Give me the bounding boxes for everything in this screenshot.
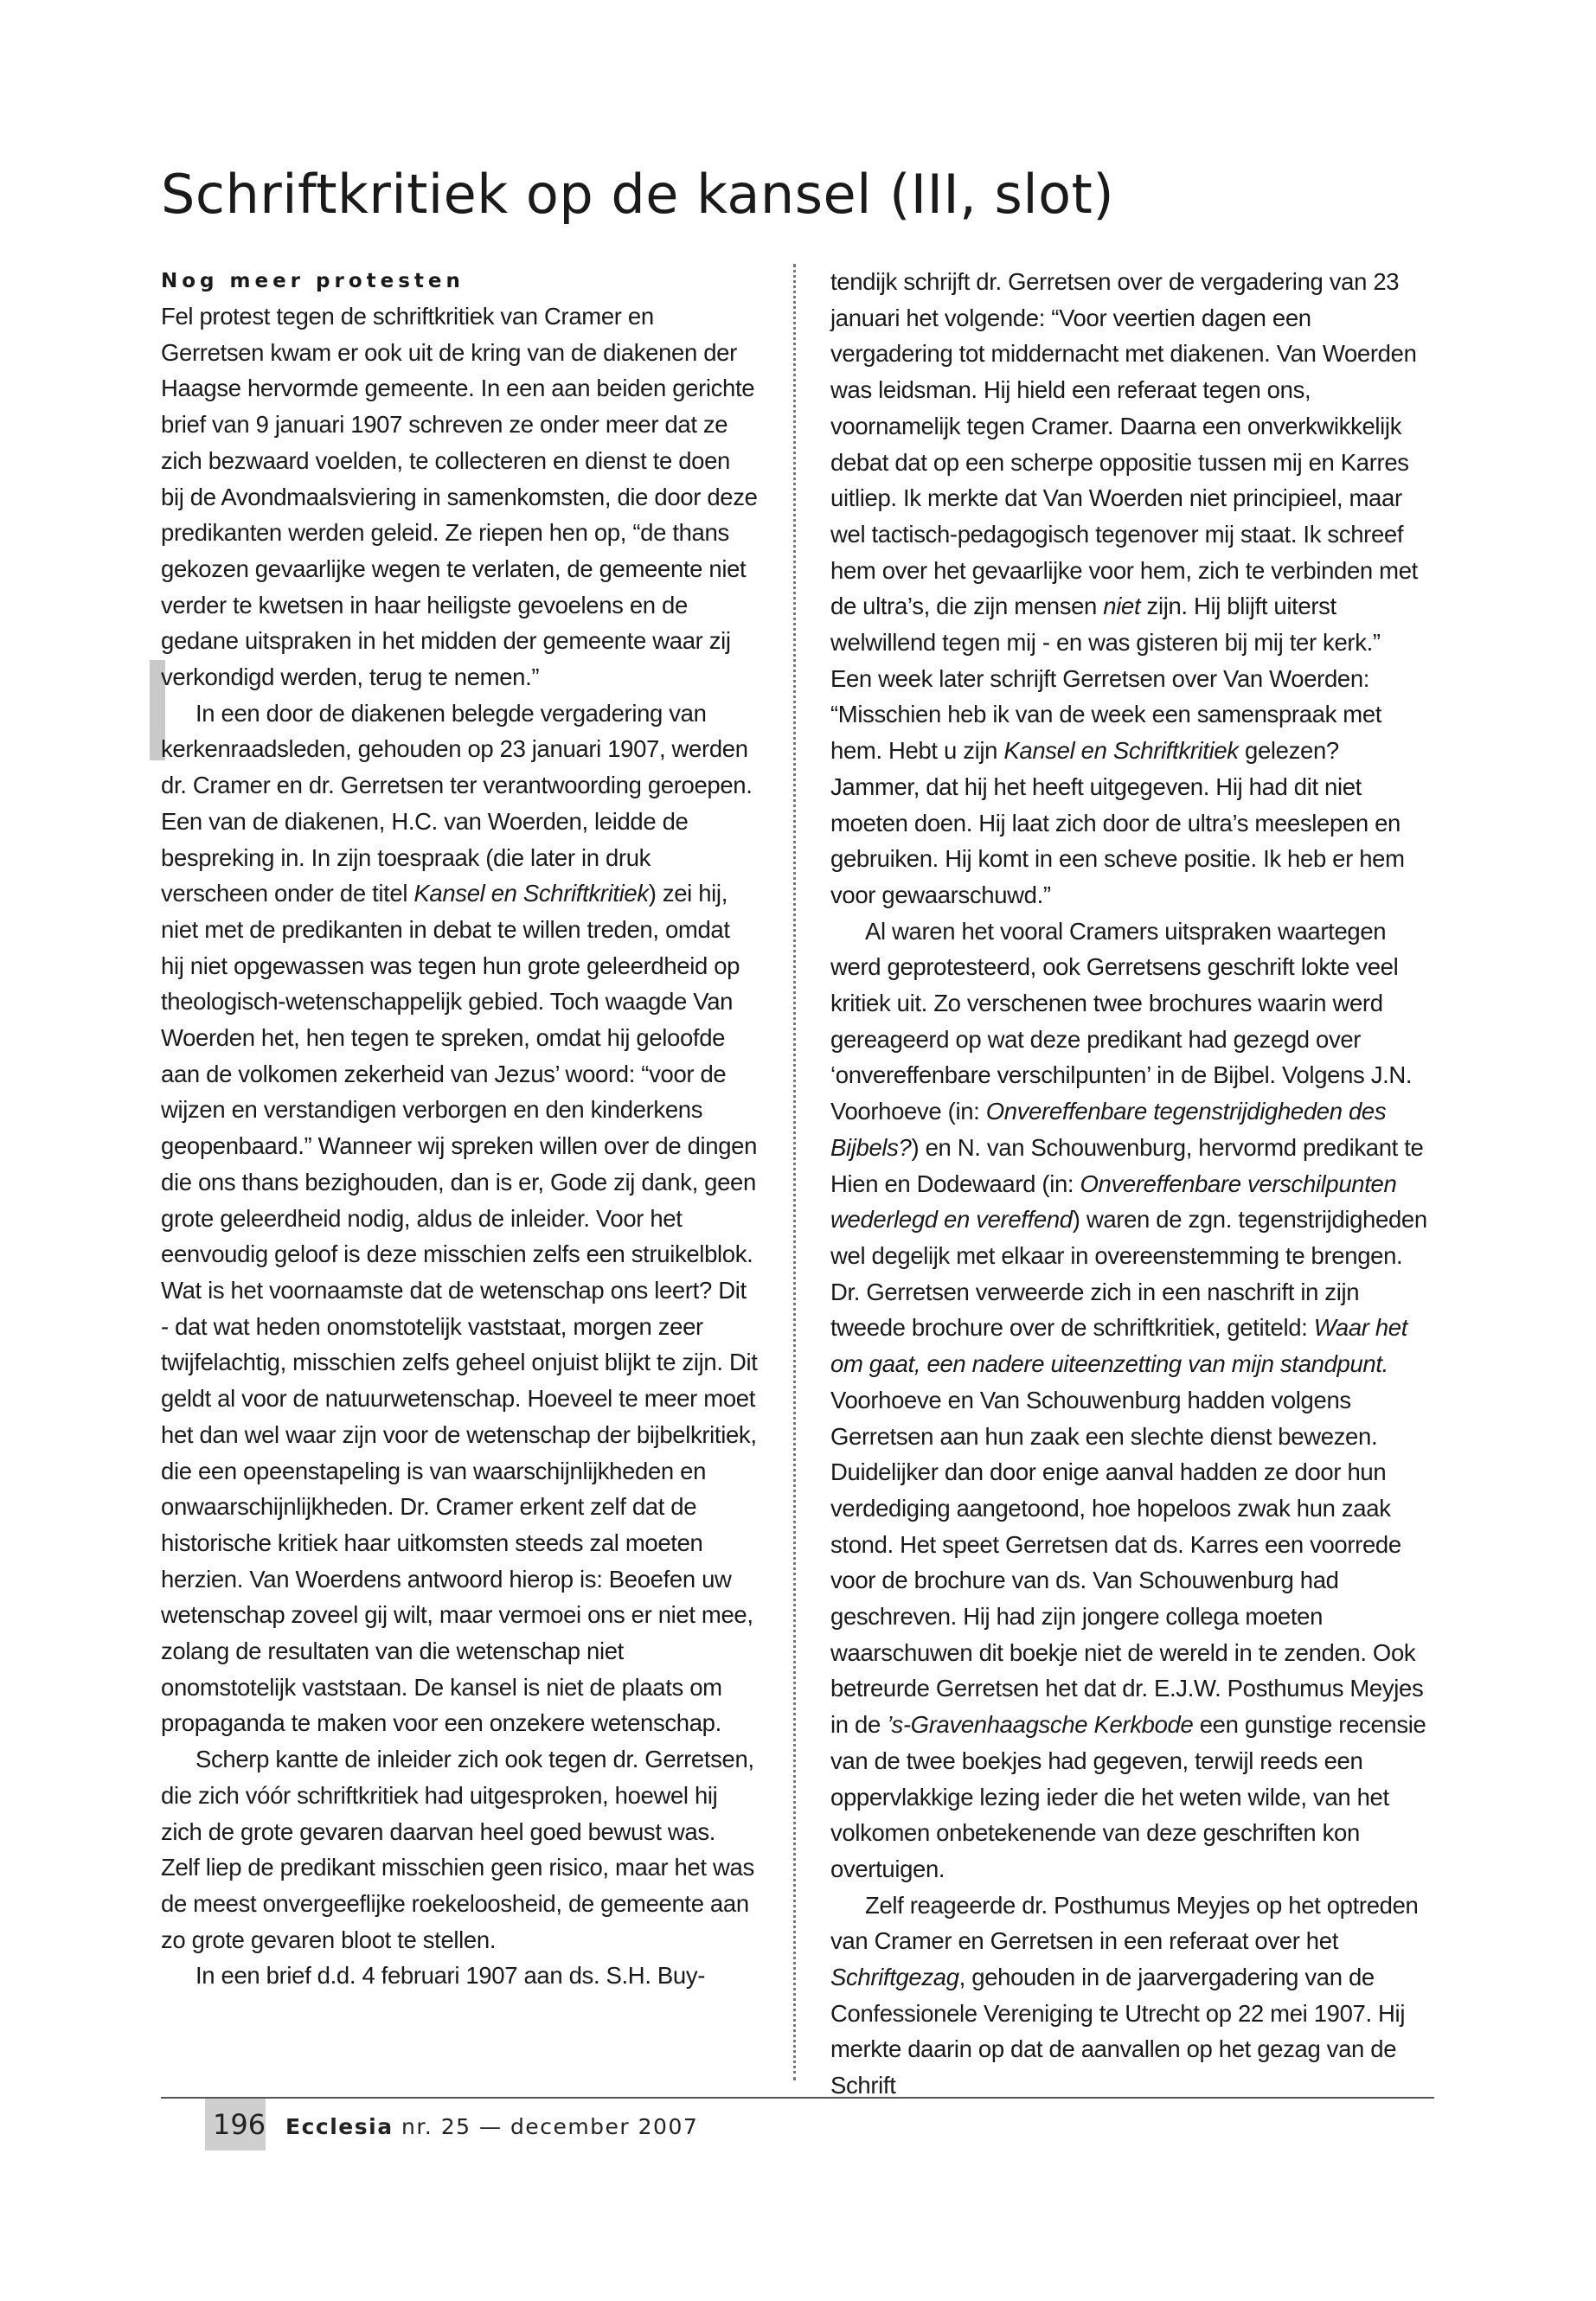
text-run: zijn. Hij blijft uiterst welwillend tegen mij - en was gisteren bij mij ter kerk.” Een week later schrijft Gerretsen over Van Woerden: “Misschien heb ik van de week een samenspraak met hem. Hebt u zijn — [830, 593, 1382, 765]
paragraph — [161, 695, 758, 1741]
left-column — [161, 264, 758, 1994]
paragraph: Scherp kantte de inleider zich ook tegen dr. Gerretsen, die zich vóór schriftkritiek had uitgesproken, hoewel hij zich de grote gevaren daarvan heel goed bewust was. Zelf liep de predikant misschien geen risico, maar het was de meest onvergeeflijke roekeloosheid, de gemeente aan zo grote gevaren bloot te stellen. — [161, 1746, 754, 1953]
text-run: Voorhoeve en Van Schouwenburg hadden volgens Gerretsen aan hun zaak een slechte dienst bewezen. Duidelijker dan door enige aanval hadden ze door hun verdediging aangetoond, hoe hopeloos zwak hun zaak stond. Het speet Gerretsen dat ds. Karres een voorrede voor de brochure van ds. Van Schouwenburg had geschreven. Hij had zijn jongere collega moeten waarschuwen dit boekje niet de wereld in te zenden. Ook betreurde Gerretsen het dat dr. E.J.W. Posthumus Meyjes in de — [830, 1386, 1424, 1739]
footer-rule — [161, 2097, 1434, 2099]
text-run: In een door de diakenen belegde vergadering van kerkenraadsleden, gehouden op 23 januari 1907, werden dr. Cramer en dr. Gerretsen ter verantwoording geroepen. Een van de diakenen, H.C. van Woerden, leidde de bespreking in. In zijn toespraak (die later in druk verscheen onder de titel — [161, 699, 753, 907]
journal-name: Ecclesia — [285, 2114, 394, 2139]
right-column — [830, 264, 1427, 2104]
text-run: tendijk schrijft dr. Gerretsen over de vergadering van 23 januari het volgende: “Voor veertien dagen een vergadering tot middernacht met diakenen. Van Woerden was leidsman. Hij hield een referaat tegen ons, voornamelijk tegen Cramer. Daarna een onverkwikkelijk debat dat op een scherpe oppositie tussen mij en Karres uitliep. Ik merkte dat Van Woerden niet principieel, maar wel tactisch-pedagogisch tegenover mij staat. Ik schreef hem over het gevaarlijke voor hem, zich te verbinden met de ultra’s, die zijn mensen — [830, 268, 1418, 620]
journal-issue: nr. 25 — december 2007 — [401, 2114, 699, 2139]
journal-line — [285, 2113, 698, 2141]
text-run: , gehouden in de jaarvergadering van de Confessionele Vereniging te Utrecht op 22 mei 1907. Hij merkte daarin op dat de aanvallen op het gezag van de Schrift — [830, 1964, 1406, 2099]
section-heading: Nog meer protesten — [161, 270, 465, 292]
column-divider — [793, 264, 796, 2080]
text-run: gelezen? Jammer, dat hij het heeft uitgegeven. Hij had dit niet moeten doen. Hij laat zich door de ultra’s meeslepen en gebruiken. Hij komt in een scheve positie. Ik heb er hem voor gewaarschuwd.” — [830, 737, 1405, 908]
page-number: 196 — [213, 2108, 266, 2141]
book-title: Kansel en Schriftkritiek — [1003, 737, 1239, 765]
page-title: Schriftkritiek op de kansel (III, slot) — [161, 163, 1115, 226]
book-title: Onvereffenbare verschilpunten wederlegd en vereffend — [830, 1170, 1397, 1234]
paragraph: In een brief d.d. 4 februari 1907 aan ds. S.H. Buy- — [195, 1962, 706, 1990]
emphasis: niet — [1103, 593, 1141, 620]
paragraph — [830, 913, 1427, 1888]
book-title: Waar het om gaat, een nadere uiteenzetting van mijn standpunt. — [830, 1314, 1408, 1378]
paragraph — [830, 1888, 1427, 2104]
paragraph: Fel protest tegen de schriftkritiek van Cramer en Gerretsen kwam er ook uit de kring van de diakenen der Haagse hervormde gemeente. In een aan beiden gerichte brief van 9 januari 1907 schreven ze onder meer dat ze zich bezwaard voelden, te collecteren en dienst te doen bij de Avondmaalsviering in samenkomsten, die door deze predikanten werden geleid. Ze riepen hen op, “de thans gekozen gevaarlijke wegen te verlaten, de gemeente niet verder te kwetsen in haar heiligste gevoelens en de gedane uitspraken in het midden der gemeente waar zij verkondigd werden, terug te nemen.” — [161, 303, 758, 691]
text-run: Al waren het vooral Cramers uitspraken waartegen werd geprotesteerd, ook Gerretsens geschrift lokte veel kritiek uit. Zo verschenen twee brochures waarin werd gereageerd op wat deze predikant had gezegd over ‘onvereffenbare verschilpunten’ in de Bijbel. Volgens J.N. Voorhoeve (in: — [830, 917, 1413, 1125]
text-run: Zelf reageerde dr. Posthumus Meyjes op het optreden van Cramer en Gerretsen in een referaat over het — [830, 1891, 1419, 1955]
text-run: ) waren de zgn. tegenstrijdigheden wel degelijk met elkaar in overeenstemming te brengen. Dr. Gerretsen verweerde zich in een naschrift in zijn tweede brochure over de schriftkritiek, getiteld: — [830, 1206, 1427, 1342]
text-run: een gunstige recensie van de twee boekjes had gegeven, terwijl reeds een oppervlakkige lezing ieder die het weten wilde, van het volkomen onbetekenende van deze geschriften kon overtuigen. — [830, 1711, 1426, 1882]
paragraph — [830, 264, 1427, 913]
book-title: Schriftgezag — [830, 1964, 959, 1991]
book-title: Onvereffenbare tegenstrijdigheden des Bijbels? — [830, 1098, 1387, 1161]
periodical-title: ’s-Gravenhaagsche Kerkbode — [887, 1711, 1194, 1739]
book-title: Kansel en Schriftkritiek — [413, 880, 649, 907]
text-run: ) zei hij, niet met de predikanten in debat te willen treden, omdat hij niet opgewassen was tegen hun grote geleerdheid op theologisch-wetenschappelijk gebied. Toch waagde Van Woerden het, hen tegen te spreken, omdat hij geloofde aan de volkomen zekerheid van Jezus’ woord: “voor de wijzen en verstandigen verborgen en den kinderkens geopenbaard.” Wanneer wij spreken willen over de dingen die ons thans bezighouden, dan is er, Gode zij dank, geen grote geleerdheid nodig, aldus de inleider. Voor het eenvoudig geloof is deze misschien zelfs een struikelblok. Wat is het voornaamste dat de wetenschap ons leert? Dit - dat wat heden onomstotelijk vaststaat, morgen zeer twijfelachtig, misschien zelfs geheel onjuist blijkt te zijn. Dit geldt al voor de natuurwetenschap. Hoeveel te meer moet het dan wel waar zijn voor de wetenschap der bijbelkritiek, die een opeenstapeling is van waarschijnlijkheden en onwaarschijnlijkheden. Dr. Cramer erkent zelf dat de historische kritiek haar uitkomsten steeds zal moeten herzien. Van Woerdens antwoord hierop is: Beoefen uw wetenschap zoveel gij wilt, maar vermoei ons er niet mee, zolang de resultaten van die wetenschap niet onomstotelijk vaststaan. De kansel is niet de plaats om propaganda te maken voor een onzekere wetenschap. — [161, 880, 758, 1737]
text-run: ) en N. van Schouwenburg, hervormd predikant te Hien en Dodewaard (in: — [830, 1133, 1424, 1197]
